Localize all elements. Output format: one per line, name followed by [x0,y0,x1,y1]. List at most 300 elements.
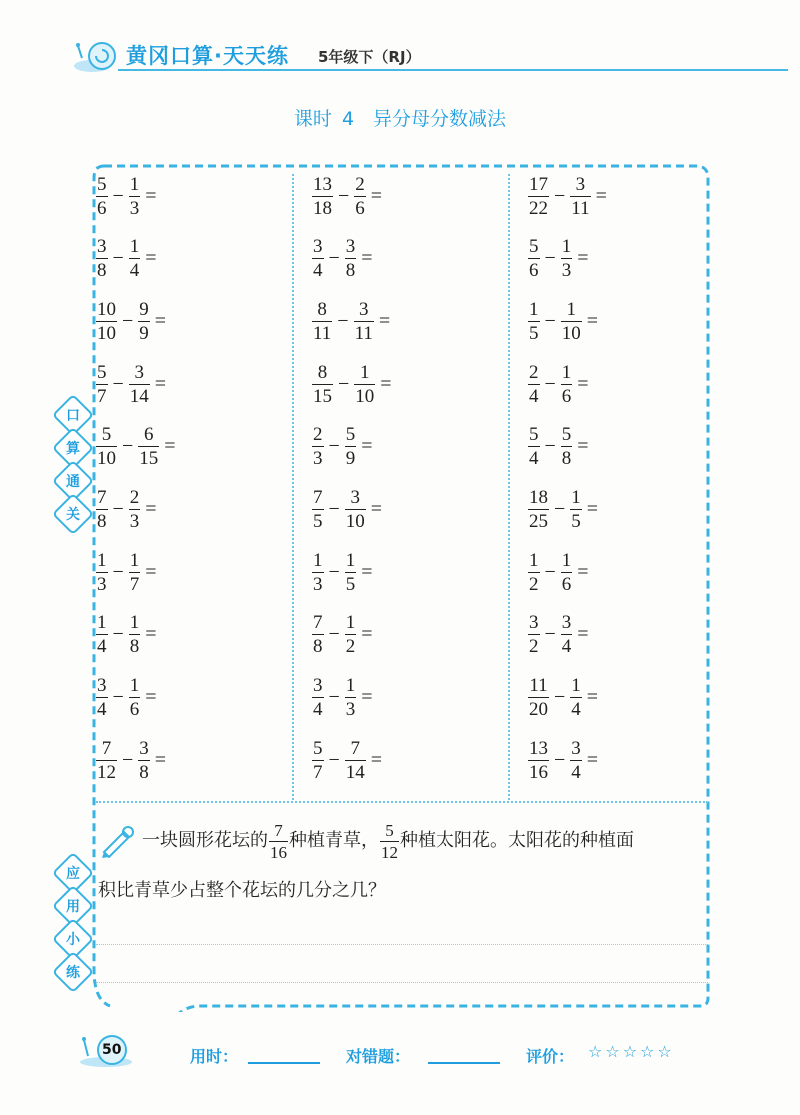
side-badge-char: 应 [66,866,80,882]
minus-sign: − [337,309,349,332]
numerator: 2 [129,487,140,508]
exercise-item [528,237,630,281]
equals-sign: = [370,498,383,520]
minus-sign: − [328,247,340,270]
numerator: 5 [529,236,539,258]
minus-sign: − [112,247,124,270]
exercise-item [312,299,431,343]
answer-line[interactable] [96,982,708,983]
numerator: 2 [355,173,365,195]
fraction [138,739,150,782]
equals-sign: = [577,247,589,270]
denominator: 3 [129,197,140,219]
equals-sign: = [370,748,383,771]
denominator: 4 [571,761,581,783]
numerator: 5 [385,820,394,840]
fraction [570,739,582,782]
numerator: 10 [97,298,116,320]
denominator: 5 [571,511,581,532]
fraction [96,488,108,531]
fraction [312,237,324,280]
fraction [528,551,540,594]
exercise-item [96,738,207,782]
fraction [528,613,540,656]
equals-sign: = [145,686,157,709]
numerator: 1 [571,675,581,697]
fraction [96,676,108,719]
side-badge-char: 口 [66,408,80,424]
answer-blank[interactable] [603,748,639,772]
numerator: 5 [561,424,572,446]
answer-blank[interactable] [171,372,207,396]
equals-sign: = [577,560,589,583]
fraction [96,613,108,656]
numerator: 5 [313,737,323,759]
numerator: 5 [529,424,539,446]
denominator: 3 [313,448,323,470]
numerator: 13 [529,737,548,759]
fraction [570,676,582,719]
fraction [312,551,324,594]
numerator: 5 [97,361,107,383]
denominator: 10 [345,511,365,532]
numerator: 3 [139,737,149,759]
minus-sign: − [544,372,556,395]
fraction [96,175,108,218]
exercise-item [96,237,198,281]
answer-blank[interactable] [594,247,630,271]
numerator: 3 [134,361,145,383]
numerator: 11 [529,675,548,697]
numerator: 7 [274,820,283,840]
numerator: 2 [313,424,323,446]
correct-label: 对错题： [346,1047,411,1066]
equals-sign: = [577,435,589,458]
exercise-item [528,174,648,218]
equals-sign: = [361,247,373,270]
denominator: 6 [561,573,572,595]
exercise-item [312,676,414,720]
numerator: 1 [529,298,539,320]
minus-sign: − [554,686,566,709]
denominator: 6 [529,260,539,282]
denominator: 3 [129,511,140,532]
answer-blank[interactable] [594,623,630,647]
answer-blank[interactable] [603,686,639,710]
fraction [528,237,540,280]
rating-stars[interactable]: ☆☆☆☆☆ [588,1042,675,1061]
answer-blank[interactable] [378,686,414,710]
answer-blank[interactable] [594,372,630,396]
answer-blank[interactable] [162,686,198,710]
equals-sign: = [361,435,373,458]
minus-sign: − [112,560,124,583]
numerator: 6 [144,424,154,446]
side-badge-char: 关 [66,507,80,523]
numerator: 18 [529,487,548,508]
denominator: 3 [561,260,572,282]
numerator: 1 [97,612,107,634]
word-problem [98,818,714,901]
exercise-item [312,174,423,218]
exercise-item [528,362,630,406]
fraction [561,237,573,280]
fraction [312,425,324,468]
fraction [354,175,366,218]
exercise-item [96,488,198,532]
numerator: 7 [97,487,107,508]
denominator: 2 [529,636,539,658]
side-badge-char: 通 [66,474,80,490]
numerator: 1 [129,612,140,634]
denominator: 18 [313,197,332,219]
equals-sign: = [164,435,176,458]
minus-sign: − [112,623,124,646]
numerator: 8 [317,361,328,383]
denominator: 7 [97,385,107,407]
denominator: 4 [561,636,572,658]
side-badge-char: 算 [66,441,80,457]
equals-sign: = [577,372,589,395]
equals-sign: = [145,184,157,207]
exercise-item [96,676,198,720]
numerator: 3 [97,236,107,258]
denominator: 4 [97,636,107,658]
exercise-column-2 [312,174,512,802]
fraction [345,676,357,719]
denominator: 12 [381,842,398,862]
fraction [312,488,324,531]
denominator: 8 [561,448,572,470]
fraction [138,300,150,343]
denominator: 4 [97,699,107,721]
answer-blank[interactable] [395,309,431,333]
fraction [129,613,141,656]
answer-blank[interactable] [162,623,198,647]
exercise-item [96,425,217,469]
equals-sign: = [145,560,157,583]
denominator: 5 [345,573,356,595]
fraction [528,488,549,531]
fraction [129,237,141,280]
answer-blank[interactable] [378,560,414,584]
numerator: 3 [529,612,539,634]
minus-sign: − [328,435,340,458]
fraction [561,300,582,343]
exercise-item [96,362,207,406]
numerator: 5 [101,424,112,446]
answer-blank[interactable] [378,435,414,459]
equals-sign: = [145,498,157,520]
numerator: 3 [313,236,323,258]
minus-sign: − [328,623,340,646]
equals-sign: = [595,184,607,207]
denominator: 6 [561,385,572,407]
pencil-icon [98,824,138,858]
page-number-badge [76,1032,134,1068]
denominator: 10 [97,448,116,470]
minus-sign: − [544,309,556,332]
denominator: 10 [97,322,116,344]
minus-sign: − [554,498,566,520]
equals-sign: = [145,247,157,270]
page-footer [0,1020,800,1080]
numerator: 3 [575,173,586,195]
answer-blank[interactable] [603,309,639,333]
answer-blank[interactable] [378,247,414,271]
exercise-item [312,488,423,532]
fraction [345,237,357,280]
answer-blank[interactable] [387,184,423,208]
denominator: 4 [529,385,539,407]
denominator: 8 [313,636,323,658]
problem-text-2: 种植青草， [289,830,379,851]
denominator: 15 [139,448,159,470]
denominator: 5 [313,511,323,532]
denominator: 14 [129,385,149,407]
side-label-calc [58,400,86,532]
fraction [345,739,366,782]
answer-blank[interactable] [612,184,648,208]
equals-sign: = [145,623,157,646]
fraction [129,175,141,218]
answer-blank[interactable] [162,498,198,522]
fraction [129,363,150,406]
minus-sign: − [554,748,566,771]
answer-blank[interactable] [181,435,217,459]
fraction [354,300,374,343]
exercise-item [96,613,198,657]
problem-text-4: 积比青草少占整个花坛的几分之几？ [98,880,386,901]
fraction [96,551,108,594]
exercise-item [528,425,630,469]
denominator: 16 [529,761,548,783]
denominator: 10 [355,385,375,407]
exercise-item [312,237,414,281]
numerator: 1 [571,487,581,508]
minus-sign: − [122,435,134,458]
minus-sign: − [544,435,556,458]
side-badge-char: 用 [66,899,80,915]
denominator: 3 [313,573,323,595]
denominator: 4 [129,260,140,282]
side-label-apply [58,858,86,990]
denominator: 8 [129,636,140,658]
fraction [96,739,117,782]
answer-blank[interactable] [162,184,198,208]
fraction [312,363,333,406]
answer-blank[interactable] [171,748,207,772]
equals-sign: = [577,623,589,646]
denominator: 8 [345,260,356,282]
answer-blank[interactable] [397,372,433,396]
minus-sign: − [122,748,134,771]
answer-blank[interactable] [594,435,630,459]
minus-sign: − [328,686,340,709]
minus-sign: − [112,372,124,395]
exercise-column-1 [96,174,296,802]
exercise-item [96,174,198,218]
exercise-item [528,676,639,720]
numerator: 3 [571,737,581,759]
numerator: 1 [561,236,572,258]
numerator: 1 [129,675,140,697]
equals-sign: = [154,309,167,332]
denominator: 8 [97,511,107,532]
fraction [312,739,324,782]
denominator: 9 [139,322,149,344]
fraction [129,551,141,594]
correct-blank[interactable] [428,1062,500,1064]
minus-sign: − [112,686,124,709]
denominator: 11 [313,322,332,344]
answer-blank[interactable] [387,498,423,522]
numerator: 13 [313,173,332,195]
header-rule [118,69,788,71]
denominator: 4 [529,448,539,470]
brand-title: 黄冈口算·天天练 [126,44,289,68]
numerator: 7 [313,612,323,634]
answer-blank[interactable] [603,498,639,522]
minus-sign: − [122,309,134,332]
fraction [570,175,590,218]
numerator: 5 [345,424,356,446]
equals-sign: = [586,686,599,709]
exercise-item [312,362,433,406]
problem-fraction-1 [269,822,288,861]
problem-text-1: 一块圆形花坛的 [142,830,268,851]
fraction [570,488,582,531]
fraction [345,551,357,594]
numerator: 7 [313,487,323,508]
numerator: 3 [345,236,356,258]
answer-blank[interactable] [162,247,198,271]
fraction [345,425,357,468]
denominator: 6 [129,699,140,721]
numerator: 1 [345,612,356,634]
page-number: 50 [102,1042,122,1058]
fraction [312,613,324,656]
exercise-item [312,550,414,594]
fraction [96,363,108,406]
denominator: 4 [313,260,323,282]
numerator: 8 [317,298,327,320]
lesson-title: 课时 4 异分母分数减法 [293,108,507,130]
numerator: 1 [566,298,577,320]
denominator: 12 [97,761,116,783]
fraction [96,425,117,468]
denominator: 3 [345,699,356,721]
answer-blank[interactable] [594,560,630,584]
page-header [0,30,800,90]
fraction [129,676,141,719]
time-blank[interactable] [248,1062,320,1064]
numerator: 1 [313,549,323,571]
denominator: 7 [313,761,323,783]
fraction [528,739,549,782]
equals-sign: = [361,560,373,583]
minus-sign: − [544,623,556,646]
numerator: 9 [139,298,149,320]
numerator: 2 [529,361,539,383]
fraction [345,488,366,531]
numerator: 1 [561,549,572,571]
minus-sign: − [328,748,340,771]
exercise-item [528,613,630,657]
fraction [312,300,332,343]
denominator: 2 [345,636,356,658]
fraction [561,363,573,406]
minus-sign: − [544,247,556,270]
equals-sign: = [370,184,383,207]
exercise-item [528,738,639,782]
exercise-item [312,425,414,469]
answer-blank[interactable] [162,560,198,584]
numerator: 1 [97,549,107,571]
equals-sign: = [380,372,392,395]
fraction [528,363,540,406]
exercise-column-3 [528,174,728,802]
equals-sign: = [378,309,391,332]
numerator: 3 [350,487,361,508]
numerator: 1 [129,173,140,195]
denominator: 10 [561,322,581,344]
exercise-item [312,738,423,782]
denominator: 22 [529,197,548,219]
fraction [528,175,549,218]
answer-blank[interactable] [378,623,414,647]
denominator: 11 [571,197,590,219]
minus-sign: − [544,560,556,583]
exercise-item [96,299,207,343]
fraction [312,175,333,218]
side-badge-char: 练 [66,965,80,981]
numerator: 17 [529,173,548,195]
numerator: 1 [129,549,140,571]
answer-blank[interactable] [387,748,423,772]
side-badge-char: 小 [66,932,80,948]
numerator: 1 [345,675,356,697]
denominator: 8 [97,260,107,282]
answer-blank[interactable] [171,309,207,333]
denominator: 14 [345,761,365,783]
exercise-item [96,550,198,594]
exercise-item [312,613,414,657]
answer-line[interactable] [96,944,708,945]
denominator: 6 [97,197,107,219]
time-label: 用时： [190,1047,239,1066]
equals-sign: = [586,309,599,332]
numerator: 1 [345,549,356,571]
side-badge [52,493,94,535]
denominator: 11 [354,322,373,344]
equals-sign: = [154,372,167,395]
exercise-item [528,550,630,594]
minus-sign: − [328,560,340,583]
denominator: 16 [270,842,287,862]
denominator: 2 [529,573,539,595]
numerator: 1 [529,549,539,571]
problem-fraction-2 [380,822,399,861]
fraction [354,363,375,406]
minus-sign: − [338,184,350,207]
equals-sign: = [361,623,373,646]
numerator: 3 [313,675,323,697]
equals-sign: = [361,686,373,709]
numerator: 1 [129,236,140,258]
denominator: 6 [355,197,365,219]
numerator: 1 [561,361,572,383]
